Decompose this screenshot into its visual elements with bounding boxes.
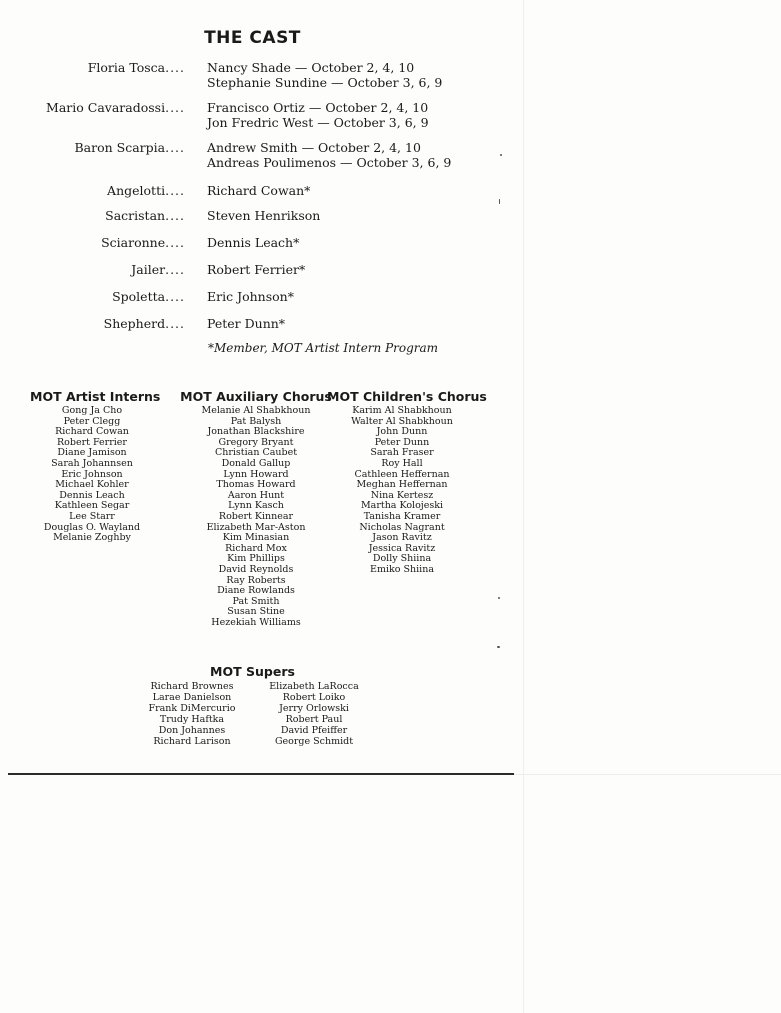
cast-leader-dots: ....: [165, 140, 185, 155]
list-item: Robert Ferrier: [57, 436, 127, 448]
list-item: Kim Minasian: [222, 532, 290, 544]
list-item: Diane Rowlands: [217, 585, 295, 597]
page-fold-shadow: [523, 0, 524, 1013]
paper-speck: [498, 597, 500, 599]
performer-line: Nancy Shade — October 2, 4, 10: [207, 60, 415, 75]
childrens-chorus-section: [327, 389, 487, 576]
list-item: George Schmidt: [274, 735, 354, 747]
list-item: Donald Gallup: [221, 457, 291, 469]
list-item: Richard Larison: [153, 735, 231, 747]
cast-role-name: Jailer: [131, 262, 166, 277]
performer-line: Jon Fredric West — October 3, 6, 9: [207, 115, 429, 130]
list-item: David Pfeiffer: [280, 724, 348, 736]
list-item: Jerry Orlowski: [279, 702, 349, 714]
artist-interns-list: [30, 406, 154, 544]
cast-role-name: Spoletta: [112, 289, 166, 304]
cast-performers: [207, 183, 310, 198]
performer-line: Peter Dunn*: [207, 316, 286, 331]
list-item: Michael Kohler: [55, 479, 129, 491]
artist-interns-section: [30, 389, 161, 544]
list-item: Diane Jamison: [57, 447, 127, 459]
list-item: Don Johannes: [158, 724, 226, 736]
supers-right-list: [262, 682, 366, 747]
cast-role: [131, 262, 185, 277]
auxiliary-chorus-title: MOT Auxiliary Chorus: [180, 389, 332, 404]
list-item: John Dunn: [376, 426, 428, 438]
cast-leader-dots: ....: [165, 316, 185, 331]
list-item: Emiko Shiina: [370, 563, 434, 575]
list-item: David Reynolds: [218, 563, 294, 575]
performer-line: Stephanie Sundine — October 3, 6, 9: [207, 75, 443, 90]
performer-line: Andreas Poulimenos — October 3, 6, 9: [207, 155, 452, 170]
list-item: Cathleen Heffernan: [354, 468, 450, 480]
cast-role-name: Baron Scarpia: [74, 140, 166, 155]
cast-performers: [207, 289, 294, 304]
list-item: Dolly Shiina: [372, 553, 432, 565]
cast-role-name: Shepherd: [103, 316, 166, 331]
list-item: Tanisha Kramer: [363, 510, 441, 522]
cast-role-name: Angelotti: [107, 183, 166, 198]
cast-role: [104, 316, 185, 331]
list-item: Robert Paul: [285, 713, 343, 725]
list-item: Susan Stine: [227, 606, 285, 618]
list-item: Lynn Howard: [223, 468, 289, 480]
cast-role: [112, 289, 185, 304]
performer-line: Francisco Ortiz — October 2, 4, 10: [207, 100, 429, 115]
list-item: Larae Danielson: [152, 691, 232, 703]
list-item: Richard Mox: [225, 542, 287, 554]
bottom-rule: [8, 773, 514, 775]
cast-performers: [207, 208, 320, 223]
list-item: Pat Balysh: [230, 415, 282, 427]
performer-line: Steven Henrikson: [207, 208, 321, 223]
list-item: Peter Dunn: [374, 436, 430, 448]
list-item: Thomas Howard: [216, 479, 296, 491]
cast-performers: [207, 60, 442, 90]
cast-leader-dots: ....: [165, 183, 185, 198]
list-item: Jessica Ravitz: [368, 542, 436, 554]
cast-role: [74, 140, 185, 155]
supers-left-list: [140, 682, 244, 747]
cast-performers: [207, 235, 299, 250]
list-item: Sarah Johannsen: [51, 457, 133, 469]
cast-role-name: Floria Tosca: [87, 60, 166, 75]
list-item: Frank DiMercurio: [148, 702, 236, 714]
cast-role: [46, 100, 185, 115]
list-item: Walter Al Shabkhoun: [351, 415, 453, 427]
paper-speck: [499, 199, 500, 204]
list-item: Elizabeth LaRocca: [269, 681, 359, 692]
list-item: Christian Caubet: [214, 447, 298, 459]
list-item: Eric Johnson: [61, 468, 123, 480]
list-item: Melanie Zoghby: [53, 532, 131, 544]
cast-role-name: Sacristan: [105, 208, 166, 223]
list-item: Dennis Leach: [59, 489, 125, 501]
list-item: Nicholas Nagrant: [359, 521, 445, 533]
performer-line: Dennis Leach*: [207, 235, 300, 250]
list-item: Sarah Fraser: [370, 447, 434, 459]
artist-interns-title: MOT Artist Interns: [30, 389, 161, 404]
list-item: Kathleen Segar: [54, 500, 130, 512]
cast-role: [105, 208, 185, 223]
cast-performers: [207, 316, 285, 331]
cast-role-name: Mario Cavaradossi: [46, 100, 166, 115]
list-item: Karim Al Shabkhoun: [352, 405, 452, 416]
cast-footnote: *Member, MOT Artist Intern Program: [208, 341, 439, 355]
list-item: Gregory Bryant: [218, 436, 294, 448]
supers-right-column: [262, 682, 366, 747]
childrens-chorus-list: [327, 406, 477, 576]
performer-line: Robert Ferrier*: [207, 262, 306, 277]
performer-line: Richard Cowan*: [207, 183, 311, 198]
paper-speck: [497, 646, 500, 648]
supers-title: MOT Supers: [210, 664, 295, 679]
supers-left-column: [140, 682, 244, 747]
cast-leader-dots: ....: [165, 262, 185, 277]
cast-role: [88, 60, 185, 75]
list-item: Kim Phillips: [227, 553, 285, 565]
list-item: Trudy Haftka: [159, 713, 225, 725]
list-item: Pat Smith: [232, 595, 280, 607]
list-item: Douglas O. Wayland: [43, 521, 141, 533]
list-item: Lynn Kasch: [228, 500, 284, 512]
list-item: Lee Starr: [69, 510, 115, 522]
list-item: Ray Roberts: [226, 574, 286, 586]
list-item: Martha Kolojeski: [360, 500, 444, 512]
cast-role: [107, 183, 185, 198]
performer-line: Eric Johnson*: [207, 289, 294, 304]
list-item: Meghan Heffernan: [356, 479, 448, 491]
list-item: Peter Clegg: [63, 415, 121, 427]
list-item: Melanie Al Shabkhoun: [201, 405, 311, 416]
list-item: Richard Cowan: [55, 426, 129, 438]
auxiliary-chorus-section: [170, 389, 342, 628]
performer-line: Andrew Smith — October 2, 4, 10: [207, 140, 421, 155]
cast-performers: [207, 100, 429, 130]
cast-performers: [207, 262, 305, 277]
cast-leader-dots: ....: [165, 289, 185, 304]
list-item: Aaron Hunt: [227, 489, 285, 501]
list-item: Richard Brownes: [150, 681, 234, 692]
list-item: Jason Ravitz: [372, 532, 432, 544]
list-item: Nina Kertesz: [370, 489, 434, 501]
list-item: Robert Loiko: [282, 691, 346, 703]
cast-leader-dots: ....: [165, 60, 185, 75]
cast-leader-dots: ....: [165, 235, 185, 250]
list-item: Roy Hall: [381, 457, 423, 469]
cast-role-name: Sciaronne: [101, 235, 166, 250]
cast-leader-dots: ....: [165, 100, 185, 115]
list-item: Gong Ja Cho: [61, 405, 123, 416]
bottom-rule-faint: [514, 774, 781, 775]
list-item: Robert Kinnear: [218, 510, 294, 522]
list-item: Elizabeth Mar-Aston: [206, 521, 306, 533]
childrens-chorus-title: MOT Children's Chorus: [327, 389, 487, 404]
auxiliary-chorus-list: [170, 406, 342, 628]
cast-performers: [207, 140, 451, 170]
list-item: Hezekiah Williams: [211, 616, 301, 628]
cast-leader-dots: ....: [165, 208, 185, 223]
cast-role: [101, 235, 185, 250]
list-item: Jonathan Blackshire: [207, 426, 305, 438]
paper-speck: [500, 154, 502, 156]
cast-title: THE CAST: [204, 28, 301, 48]
